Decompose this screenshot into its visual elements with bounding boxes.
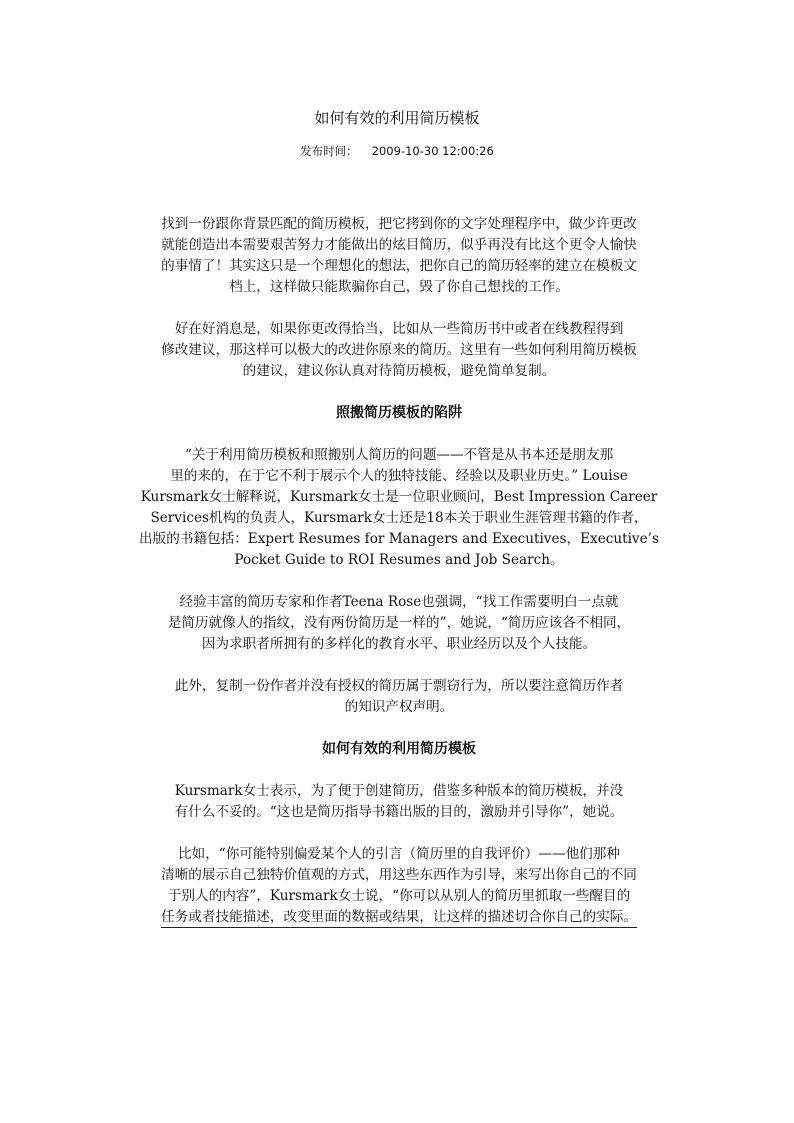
text-line: 里的来的，在于它不利于展示个人的独特技能、经验以及职业历史。” Louise xyxy=(170,468,628,484)
text-line: 档上，这样做只能欺骗你自己，毁了你自己想找的工作。 xyxy=(229,279,569,295)
text-line: Kursmark女士解释说，Kursmark女士是一位职业顾问，Best Impression Career xyxy=(140,489,658,505)
paragraph-1 xyxy=(118,214,680,298)
text-line: 找到一份跟你背景匹配的简历模板，把它拷到你的文字处理程序中，做少许更改 xyxy=(161,216,637,232)
text-line: 的建议，建议你认真对待简历模板，避免简单复制。 xyxy=(242,363,556,379)
text-line: Pocket Guide to ROI Resumes and Job Search。 xyxy=(234,552,564,568)
paragraph-6 xyxy=(118,781,680,823)
paragraph-3 xyxy=(118,445,680,571)
text-line: 修改建议，那这样可以极大的改进你原来的简历。这里有一些如何利用简历模板 xyxy=(161,342,637,358)
paragraph-7 xyxy=(118,844,680,928)
text-line: 于别人的内容”，Kursmark女士说，“你可以从别人的简历里抓取一些醒目的 xyxy=(167,888,631,904)
text-line: 比如，“你可能特别偏爱某个人的引言（简历里的自我评价）——他们那种 xyxy=(178,846,620,862)
paragraph-4 xyxy=(118,592,680,655)
text-line: 的事情了！其实这只是一个理想化的想法，把你自己的简历轻率的建立在模板文 xyxy=(161,258,637,274)
text-line: 经验丰富的简历专家和作者Teena Rose也强调，“找工作需要明白一点就 xyxy=(179,594,619,610)
text-line: 此外，复制一份作者并没有授权的简历属于剽窃行为，所以要注意简历作者 xyxy=(174,678,624,694)
text-line: “关于利用简历模板和照搬别人简历的问题——不管是从书本还是朋友那 xyxy=(184,447,614,463)
paragraph-5 xyxy=(118,676,680,718)
text-line: 有什么不妥的。“这也是简历指导书籍出版的目的，激励并引导你”，她说。 xyxy=(174,804,624,820)
publish-date xyxy=(0,143,794,159)
text-line: 因为求职者所拥有的多样化的教育水平、职业经历以及个人技能。 xyxy=(201,636,597,652)
section-heading-pitfalls: 照搬简历模板的陷阱 xyxy=(336,405,462,421)
paragraph-2 xyxy=(118,319,680,382)
text-line: 好在好消息是，如果你更改得恰当，比如从一些简历书中或者在线教程得到 xyxy=(174,321,624,337)
text-line: Services机构的负责人，Kursmark女士还是18本关于职业生涯管理书籍的作者， xyxy=(150,510,648,526)
date-label: 发布时间： xyxy=(300,144,358,158)
page-title: 如何有效的利用简历模板 xyxy=(314,109,480,127)
article-body xyxy=(118,214,680,928)
text-line: 就能创造出本需要艰苦努力才能做出的炫目简历，似乎再没有比这个更令人愉快 xyxy=(161,237,637,253)
underlined-text: 任务或者技能描述，改变里面的数据或结果，让这样的描述切合你自己的实际。 xyxy=(161,907,637,928)
section-heading-how-to: 如何有效的利用简历模板 xyxy=(322,741,476,757)
text-line: 的知识产权声明。 xyxy=(344,699,454,715)
text-line: Kursmark女士表示，为了便于创建简历，借鉴多种版本的简历模板，并没 xyxy=(174,783,624,799)
text-line: 出版的书籍包括：Expert Resumes for Managers and Executives，Executive’s xyxy=(139,531,659,547)
text-line: 清晰的展示自己独特价值观的方式，用这些东西作为引导，来写出你自己的不同 xyxy=(161,867,637,883)
text-line-underlined xyxy=(118,907,680,928)
text-line: 是简历就像人的指纹，没有两份简历是一样的”，她说，“简历应该各不相同， xyxy=(167,615,631,631)
date-value: 2009-10-30 12:00:26 xyxy=(371,144,494,158)
